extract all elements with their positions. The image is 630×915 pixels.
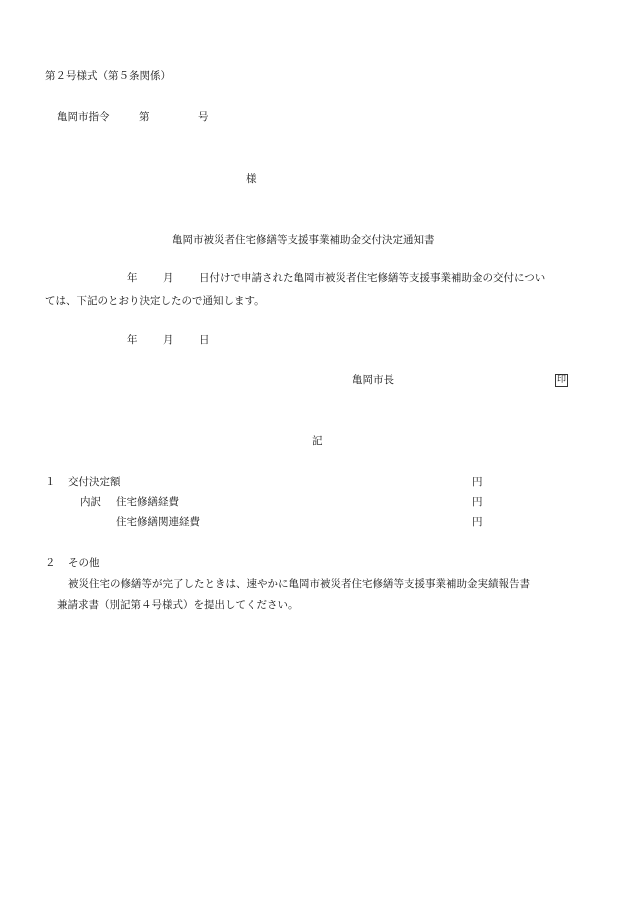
item1-number: １ bbox=[45, 476, 56, 488]
number-go: 号 bbox=[198, 111, 209, 123]
addressee-suffix: 様 bbox=[246, 173, 257, 185]
breakdown-label: 内訳 bbox=[80, 496, 101, 508]
item2-number: ２ bbox=[45, 557, 56, 569]
body-line1: 日付けで申請された亀岡市被災者住宅修繕等支援事業補助金の交付につい bbox=[199, 272, 546, 284]
form-number: 第２号様式（第５条関係） bbox=[45, 70, 171, 82]
number-dai: 第 bbox=[139, 111, 150, 123]
item1-label: 交付決定額 bbox=[68, 476, 121, 488]
body-year: 年 bbox=[127, 272, 138, 284]
item2-text-line2: 兼請求書（別記第４号様式）を提出してください。 bbox=[57, 599, 299, 611]
seal-mark: 印 bbox=[556, 375, 566, 385]
ki-heading: 記 bbox=[312, 435, 323, 447]
item2-text-line1: 被災住宅の修繕等が完了したときは、速やかに亀岡市被災者住宅修繕等支援事業補助金実績報告書 bbox=[68, 578, 530, 590]
body-month: 月 bbox=[163, 272, 174, 284]
issue-day: 日 bbox=[199, 334, 210, 346]
item1-unit: 円 bbox=[472, 476, 483, 488]
item2-label: その他 bbox=[68, 557, 100, 569]
document-title: 亀岡市被災者住宅修繕等支援事業補助金交付決定通知書 bbox=[172, 234, 435, 246]
sub2-unit: 円 bbox=[472, 516, 483, 528]
body-line2: ては、下記のとおり決定したので通知します。 bbox=[45, 295, 265, 307]
issue-month: 月 bbox=[163, 334, 174, 346]
sub1-unit: 円 bbox=[472, 496, 483, 508]
sub1-label: 住宅修繕経費 bbox=[116, 496, 179, 508]
issue-year: 年 bbox=[127, 334, 138, 346]
sub2-label: 住宅修繕関連経費 bbox=[116, 516, 200, 528]
sender-title: 亀岡市長 bbox=[352, 374, 394, 386]
issuer-label: 亀岡市指令 bbox=[57, 111, 110, 123]
